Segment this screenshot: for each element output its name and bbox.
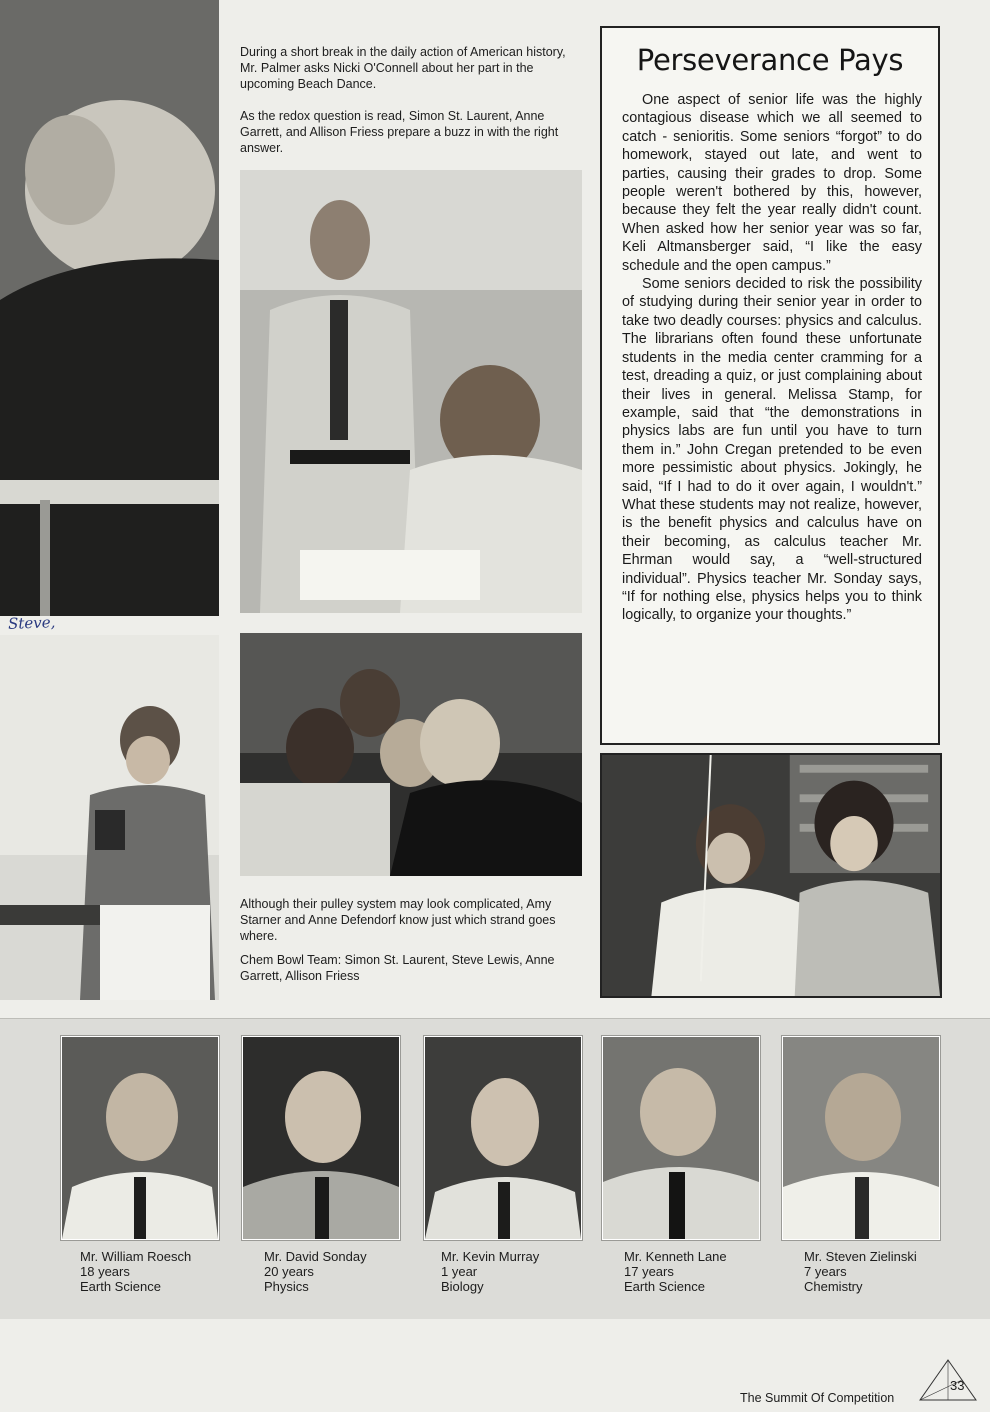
caption-bottom	[240, 896, 582, 1000]
faculty-caption	[624, 1249, 727, 1294]
faculty-caption	[441, 1249, 539, 1294]
page-number-triangle-icon	[918, 1358, 978, 1404]
faculty-photo	[242, 1036, 400, 1240]
faculty-subject: Earth Science	[624, 1279, 705, 1294]
faculty-years: 17 years	[624, 1264, 674, 1279]
faculty-caption	[264, 1249, 367, 1294]
faculty-subject: Physics	[264, 1279, 309, 1294]
page-number: 33	[950, 1378, 965, 1393]
caption-pulley: Although their pulley system may look complicated, Amy Starner and Anne Defendorf know just which strand goes where.	[240, 897, 556, 943]
photo-palmer-teacher	[240, 170, 582, 613]
caption-top	[240, 44, 582, 172]
article-box	[600, 26, 940, 745]
faculty-photo	[782, 1036, 940, 1240]
photo-student-writing	[0, 0, 219, 616]
faculty-years: 20 years	[264, 1264, 314, 1279]
faculty-years: 1 year	[441, 1264, 478, 1279]
faculty-name: Mr. David Sonday	[264, 1249, 367, 1264]
faculty-name: Mr. Kevin Murray	[441, 1249, 540, 1264]
faculty-name: Mr. Kenneth Lane	[624, 1249, 727, 1264]
footer-section-title: The Summit Of Competition	[740, 1391, 895, 1405]
photo-student-pulley	[0, 635, 219, 1000]
faculty-subject: Biology	[441, 1279, 484, 1294]
caption-redox: As the redox question is read, Simon St. Laurent, Anne Garrett, and Allison Friess prepare a buzz in with the right answer.	[240, 109, 559, 155]
photo-physics-pendulum	[600, 753, 942, 998]
article-title: Perseverance Pays	[636, 43, 904, 77]
faculty-caption	[804, 1249, 917, 1294]
faculty-caption	[80, 1249, 191, 1294]
faculty-subject: Earth Science	[80, 1279, 161, 1294]
faculty-photo	[61, 1036, 219, 1240]
handwritten-note: Steve,	[7, 613, 56, 633]
article-paragraph: Some seniors decided to risk the possibility of studying during their senior year in order to take two deadly courses: physics and calculus. The librarians often found these unfortunate students in the media center cramming for a test, dreading a quiz, or just complaining about their lives in general. Melissa Stamp, for example, said that “the demonstrations in physics labs are fun until you have to turn them in.” John Cregan pretended to be even more pessimistic about physics. Jokingly, he said, “If I had to do it over again, I wouldn't.” What these students may not realize, however, is the benefit physics and calculus have on their becoming, as calculus teacher Mr. Ehrman would say, a “well-structured individual”. Physics teacher Mr. Sonday says, “If for nothing else, physics helps you to think logically, to organize your thoughts.”	[622, 276, 922, 624]
faculty-subject: Chemistry	[804, 1279, 863, 1294]
faculty-years: 7 years	[804, 1264, 847, 1279]
caption-chem-bowl: Chem Bowl Team: Simon St. Laurent, Steve Lewis, Anne Garrett, Allison Friess	[240, 953, 555, 983]
photo-chem-bowl	[240, 633, 582, 876]
faculty-photo	[602, 1036, 760, 1240]
faculty-years: 18 years	[80, 1264, 130, 1279]
faculty-photo	[424, 1036, 582, 1240]
article-body	[622, 91, 922, 625]
faculty-name: Mr. William Roesch	[80, 1249, 192, 1264]
caption-palmer: During a short break in the daily action of American history, Mr. Palmer asks Nicki O'Connell about her part in the upcoming Beach Dance.	[240, 45, 566, 91]
article-paragraph: One aspect of senior life was the highly contagious disease which we all seemed to catch - senioritis. Some seniors “forgot” to do homework, stayed out late, and went to parties, causing their grades to drop. Some people weren't bothered by this, however, because they felt the year really didn't count. When asked how her senior year was so far, Keli Altmansberger said, “I like the easy schedule and the open campus.”	[622, 92, 922, 274]
faculty-name: Mr. Steven Zielinski	[804, 1249, 917, 1264]
